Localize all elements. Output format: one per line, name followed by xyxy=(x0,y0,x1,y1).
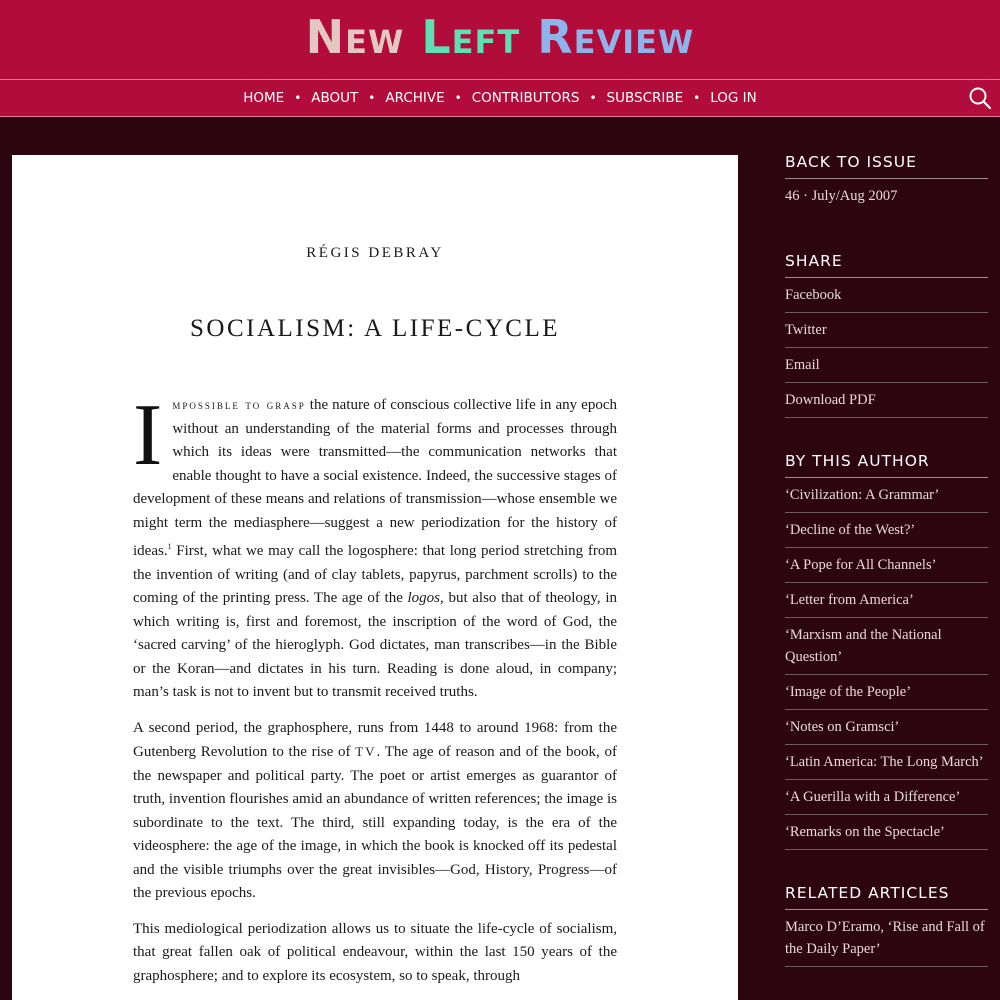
paragraph-text: the nature of conscious collective life in any epoch without an understanding of the material forms and processes through which its ideas were transmitted—the communication networks that enable thought to have a social existence. Indeed, the successive stages of development of these means and relations of transmission—whose ensemble we might term the mediasphere—suggest a new periodization for the history of ideas. xyxy=(133,397,617,559)
nav-about[interactable]: ABOUT xyxy=(311,90,359,106)
back-to-issue-heading[interactable]: BACK TO ISSUE xyxy=(785,150,988,179)
nav-separator: • xyxy=(589,91,597,105)
nav-separator: • xyxy=(693,91,701,105)
paragraph-text: First, what we may call the logosphere: that long period stretching from the invention of writing (and of clay tablets, papyrus, parchment scrolls) to the coming of the printing press. The age of the xyxy=(133,543,617,606)
article-card xyxy=(12,155,738,1000)
paragraph-text: , but also that of theology, in which writing is, first and foremost, the inscription of the word of God, the ‘sacred carving’ of the hieroglyph. God dictates, man transcribes—in the Bible or the Koran—and dictates in his turn. Reading is done aloud, in company; man’s task is not to invent but to transmit received truths. xyxy=(133,590,617,700)
issue-link[interactable]: 46 · July/Aug 2007 xyxy=(785,188,898,204)
author-article-link[interactable]: ‘Notes on Gramsci’ xyxy=(785,710,988,745)
search-icon[interactable] xyxy=(968,86,992,110)
nav-separator: • xyxy=(454,91,462,105)
logo-word-review: Review xyxy=(537,10,695,64)
author-article-link[interactable]: ‘Image of the People’ xyxy=(785,675,988,710)
author-article-link[interactable]: ‘Marxism and the National Question’ xyxy=(785,618,988,675)
author-article-link[interactable]: ‘Letter from America’ xyxy=(785,583,988,618)
author-article-link[interactable]: ‘A Pope for All Channels’ xyxy=(785,548,988,583)
share-facebook-link[interactable]: Facebook xyxy=(785,278,988,313)
nav-subscribe[interactable]: SUBSCRIBE xyxy=(606,90,684,106)
author-article-link[interactable]: ‘A Guerilla with a Difference’ xyxy=(785,780,988,815)
related-article-link[interactable]: Marco D’Eramo, ‘Rise and Fall of the Daily Paper’ xyxy=(785,910,988,967)
paragraph xyxy=(133,918,617,989)
paragraph-text: A second period, the graphosphere, runs from 1448 to around 1968: from the Gutenberg Revolution to the rise of xyxy=(133,719,617,760)
author-article-link[interactable]: ‘Latin America: The Long March’ xyxy=(785,745,988,780)
nav-separator: • xyxy=(368,91,376,105)
by-this-author-heading: BY THIS AUTHOR xyxy=(785,449,988,478)
paragraph xyxy=(133,717,617,906)
drop-cap: I xyxy=(133,387,163,484)
footnote-marker[interactable]: 1 xyxy=(167,542,172,551)
related-articles-heading: RELATED ARTICLES xyxy=(785,881,988,910)
paragraph xyxy=(133,387,617,705)
nav-separator: • xyxy=(294,91,302,105)
paragraph-text: . The age of reason and of the book, of the newspaper and political party. The poet or artist emerges as guarantor of truth, invention flourishes amid an abundance of written references; the image is subordinate to the text. The third, still expanding today, is the era of the videosphere: the age of the image, in which the book is knocked off its pedestal and the visible triumphs over the great invisibles—God, History, Progress—of the previous epochs. xyxy=(133,744,617,901)
site-logo[interactable] xyxy=(305,10,695,64)
main-nav xyxy=(0,80,1000,116)
share-email-link[interactable]: Email xyxy=(785,348,988,383)
author-article-link[interactable]: ‘Decline of the West?’ xyxy=(785,513,988,548)
author-article-link[interactable]: ‘Civilization: A Grammar’ xyxy=(785,478,988,513)
smallcaps-term: TV xyxy=(355,744,377,759)
share-heading: SHARE xyxy=(785,249,988,278)
author-article-link[interactable]: ‘Remarks on the Spectacle’ xyxy=(785,815,988,850)
nav-archive[interactable]: ARCHIVE xyxy=(385,90,445,106)
italic-term: logos xyxy=(407,590,441,606)
article-body xyxy=(133,387,617,1000)
masthead xyxy=(0,0,1000,79)
article-title: SOCIALISM: A LIFE-CYCLE xyxy=(189,315,561,342)
share-twitter-link[interactable]: Twitter xyxy=(785,313,988,348)
lead-smallcaps: mpossible to grasp xyxy=(172,397,306,412)
logo-word-left: Left xyxy=(421,10,521,64)
article-author[interactable]: RÉGIS DEBRAY xyxy=(306,245,444,261)
sidebar xyxy=(785,150,988,967)
logo-word-new: New xyxy=(305,10,405,64)
nav-home[interactable]: HOME xyxy=(243,90,285,106)
download-pdf-link[interactable]: Download PDF xyxy=(785,383,988,418)
nav-log-in[interactable]: LOG IN xyxy=(710,90,757,106)
nav-bar xyxy=(0,79,1000,117)
nav-contributors[interactable]: CONTRIBUTORS xyxy=(471,90,580,106)
paragraph-text: This mediological periodization allows us to situate the life-cycle of socialism, that great fallen oak of political endeavour, within the last 150 years of the graphosphere; and to explore its ecosystem, so to speak, through xyxy=(133,920,617,984)
